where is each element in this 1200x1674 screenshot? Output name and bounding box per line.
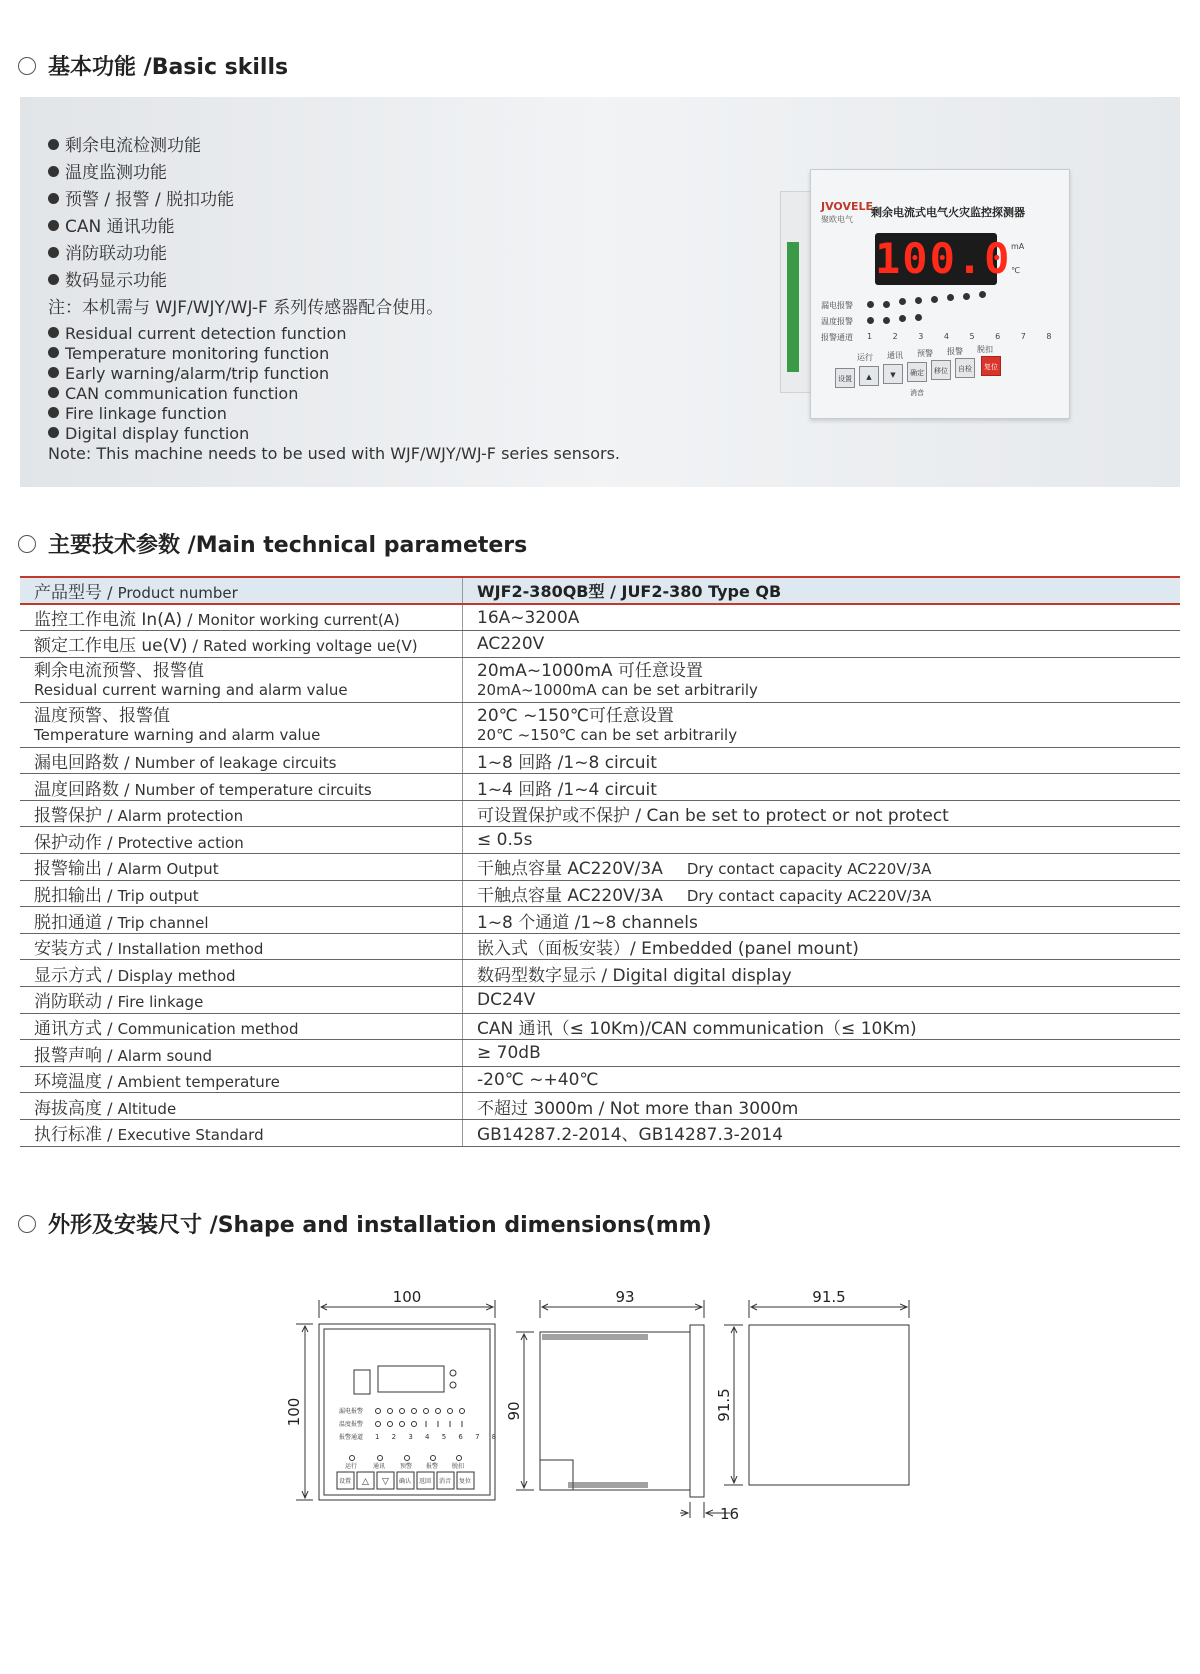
table-row (20, 631, 1180, 658)
table-row (20, 987, 1180, 1014)
front-channels: 1 2 3 4 5 6 7 8 (375, 1433, 502, 1441)
param-value: 1~8 个通道 /1~8 channels (463, 907, 1181, 934)
table-row (20, 960, 1180, 987)
circle-icon (18, 1215, 36, 1233)
param-label: 温度回路数 / Number of temperature circuits (20, 774, 463, 801)
front-button-label: 消音 (439, 1478, 452, 1485)
list-item: Residual current detection function (48, 324, 620, 344)
param-label: 温度预警、报警值 Temperature warning and alarm value (20, 702, 463, 747)
param-label: 执行标准 / Executive Standard (20, 1120, 463, 1147)
table-row (20, 880, 1180, 907)
section-title: 主要技术参数 /Main technical parameters (48, 533, 528, 558)
bullet-icon (48, 367, 59, 378)
table-row (20, 800, 1180, 827)
led-indicator (979, 291, 986, 298)
param-value: GB14287.2-2014、GB14287.3-2014 (463, 1120, 1181, 1147)
param-value: 20℃ ~150℃可任意设置 20℃ ~150℃ can be set arbitrarily (463, 702, 1181, 747)
list-item: 剩余电流检测功能 (48, 133, 443, 160)
led-indicator (915, 314, 922, 321)
bullet-icon (48, 193, 59, 204)
list-item: CAN communication function (48, 384, 620, 404)
section-title: 基本功能 /Basic skills (48, 55, 289, 80)
param-value: AC220V (463, 631, 1181, 658)
header-value: WJF2-380QB型 / JUF2-380 Type QB (463, 577, 1181, 604)
section-title: 外形及安装尺寸 /Shape and installation dimensions(mm) (48, 1213, 712, 1238)
circle-icon (18, 535, 36, 553)
note-en: Note: This machine needs to be used with WJF/WJY/WJ-F series sensors. (48, 444, 620, 463)
table-header-row (20, 577, 1180, 604)
led-indicator (931, 296, 938, 303)
front-row-label: 报警通道 (339, 1434, 364, 1441)
status-warn: 预警 (917, 349, 933, 358)
front-row-label: 温度报警 (339, 1421, 364, 1428)
param-label: 安装方式 / Installation method (20, 933, 463, 960)
unit-ma: mA (1011, 242, 1025, 251)
dimension-drawings (0, 1270, 1200, 1550)
param-value: -20℃ ~+40℃ (463, 1066, 1181, 1093)
param-value: 干触点容量 AC220V/3A Dry contact capacity AC220V/3A (463, 880, 1181, 907)
param-label: 报警保护 / Alarm protection (20, 800, 463, 827)
unit-c: ℃ (1011, 266, 1020, 275)
bullet-icon (48, 139, 59, 150)
front-button-label: 设置 (339, 1478, 352, 1485)
bullet-icon (48, 166, 59, 177)
list-item: Temperature monitoring function (48, 344, 620, 364)
list-item: 预警 / 报警 / 脱扣功能 (48, 187, 443, 214)
front-button-label: 返回 (419, 1478, 432, 1485)
list-item: 消防联动功能 (48, 241, 443, 268)
cut-height-label: 91.5 (715, 1388, 733, 1422)
param-label: 消防联动 / Fire linkage (20, 987, 463, 1014)
row-channel-label: 报警通道 (821, 333, 853, 342)
table-row (20, 1040, 1180, 1067)
section-params-heading (18, 528, 527, 559)
bullet-icon (48, 427, 59, 438)
param-label: 监控工作电流 In(A) / Monitor working current(A) (20, 604, 463, 631)
table-row (20, 827, 1180, 854)
param-value: ≥ 70dB (463, 1040, 1181, 1067)
header-label: 产品型号 / Product number (20, 577, 463, 604)
front-status: 预警 (400, 1463, 413, 1470)
led-indicator (883, 317, 890, 324)
led-indicator (867, 301, 874, 308)
led-indicator (947, 294, 954, 301)
row-temp-label: 温度报警 (821, 317, 853, 326)
param-value: 20mA~1000mA 可任意设置 20mA~1000mA can be set arbitrarily (463, 657, 1181, 702)
table-row (20, 1013, 1180, 1040)
led-indicator (915, 297, 922, 304)
features-panel (20, 97, 1180, 487)
param-value: 不超过 3000m / Not more than 3000m (463, 1093, 1181, 1120)
param-label: 海拔高度 / Altitude (20, 1093, 463, 1120)
front-button-label: 复位 (459, 1478, 472, 1485)
cutout-view-drawing (724, 1300, 909, 1485)
front-view-drawing (296, 1300, 495, 1500)
param-value: 16A~3200A (463, 604, 1181, 631)
down-button: ▼ (883, 364, 903, 384)
row-leak-label: 漏电报警 (821, 301, 853, 310)
list-item: 温度监测功能 (48, 160, 443, 187)
param-label: 报警声响 / Alarm sound (20, 1040, 463, 1067)
param-value: CAN 通讯（≤ 10Km)/CAN communication（≤ 10Km) (463, 1013, 1181, 1040)
param-label: 脱扣输出 / Trip output (20, 880, 463, 907)
bullet-icon (48, 247, 59, 258)
selftest-button: 自检 (955, 358, 975, 378)
bullet-icon (48, 220, 59, 231)
front-status: 通讯 (373, 1463, 386, 1470)
section-dims-heading (18, 1208, 712, 1239)
param-value: 可设置保护或不保护 / Can be set to protect or not protect (463, 800, 1181, 827)
features-zh-list (48, 133, 443, 322)
side-vents (542, 1334, 648, 1488)
param-value: 数码型数字显示 / Digital digital display (463, 960, 1181, 987)
device-brand: JVOVELE (821, 200, 874, 213)
list-item: 数码显示功能 (48, 268, 443, 295)
table-row (20, 1120, 1180, 1147)
led-indicator (899, 298, 906, 305)
param-label: 脱扣通道 / Trip channel (20, 907, 463, 934)
list-item: Fire linkage function (48, 404, 620, 424)
list-item: CAN 通讯功能 (48, 214, 443, 241)
device-display: 100.0 (875, 234, 1012, 283)
front-button-label: ▽ (382, 1477, 389, 1487)
param-label: 报警输出 / Alarm Output (20, 854, 463, 881)
front-status: 运行 (345, 1463, 358, 1470)
bullet-icon (48, 387, 59, 398)
param-label: 漏电回路数 / Number of leakage circuits (20, 747, 463, 774)
param-label: 环境温度 / Ambient temperature (20, 1066, 463, 1093)
param-value: 1~8 回路 /1~8 circuit (463, 747, 1181, 774)
status-trip: 脱扣 (977, 345, 993, 354)
led-indicator (867, 317, 874, 324)
shift-button: 移位 (931, 360, 951, 380)
status-alarm: 报警 (947, 347, 963, 356)
bullet-icon (48, 407, 59, 418)
param-label: 剩余电流预警、报警值 Residual current warning and alarm value (20, 657, 463, 702)
reset-button: 复位 (981, 356, 1001, 376)
front-height-label: 100 (285, 1397, 303, 1427)
note-zh: 注：本机需与 WJF/WJY/WJ-F 系列传感器配合使用。 (48, 298, 444, 318)
front-status: 脱扣 (452, 1463, 465, 1470)
led-indicator (883, 301, 890, 308)
up-button: ▲ (859, 366, 879, 386)
param-value: 干触点容量 AC220V/3A Dry contact capacity AC220V/3A (463, 854, 1181, 881)
bullet-icon (48, 274, 59, 285)
table-row (20, 933, 1180, 960)
table-row (20, 604, 1180, 631)
set-button: 设置 (835, 368, 855, 388)
param-value: ≤ 0.5s (463, 827, 1181, 854)
param-label: 保护动作 / Protective action (20, 827, 463, 854)
list-item: Early warning/alarm/trip function (48, 364, 620, 384)
param-label: 通讯方式 / Communication method (20, 1013, 463, 1040)
section-basic-heading (18, 50, 288, 81)
param-label: 显示方式 / Display method (20, 960, 463, 987)
device-brand-sub: 聚欧电气 (821, 215, 853, 224)
table-row (20, 907, 1180, 934)
bullet-icon (48, 347, 59, 358)
front-row-label: 漏电报警 (339, 1408, 364, 1415)
front-status: 报警 (426, 1463, 439, 1470)
bullet-icon (48, 327, 59, 338)
table-row (20, 747, 1180, 774)
device-title: 剩余电流式电气火灾监控探测器 (871, 206, 1025, 219)
device-image (780, 163, 1080, 423)
table-row (20, 702, 1180, 747)
param-value: 1~4 回路 /1~4 circuit (463, 774, 1181, 801)
features-en-list (48, 324, 620, 464)
table-row (20, 657, 1180, 702)
cut-width-label: 91.5 (812, 1288, 846, 1306)
side-width-label: 93 (615, 1288, 635, 1306)
front-button-label: 确认 (399, 1478, 412, 1485)
front-width-label: 100 (392, 1288, 422, 1306)
channel-numbers: 1 2 3 4 5 6 7 8 (867, 332, 1061, 341)
led-indicator (963, 293, 970, 300)
side-depth-label: 16 (720, 1505, 740, 1523)
table-row (20, 774, 1180, 801)
terminal-block (787, 242, 799, 372)
side-height-label: 90 (505, 1401, 523, 1421)
table-row (20, 1066, 1180, 1093)
confirm-button: 确定消音 (907, 362, 927, 382)
table-row (20, 1093, 1180, 1120)
param-value: 嵌入式（面板安装）/ Embedded (panel mount) (463, 933, 1181, 960)
front-button-label: △ (362, 1477, 369, 1487)
status-run: 运行 (857, 353, 873, 362)
led-indicator (899, 315, 906, 322)
status-comm: 通讯 (887, 351, 903, 360)
param-value: DC24V (463, 987, 1181, 1014)
param-label: 额定工作电压 ue(V) / Rated working voltage ue(V) (20, 631, 463, 658)
device-front (810, 169, 1070, 419)
table-row (20, 854, 1180, 881)
circle-icon (18, 57, 36, 75)
list-item: Digital display function (48, 424, 620, 444)
params-table (20, 576, 1180, 1147)
